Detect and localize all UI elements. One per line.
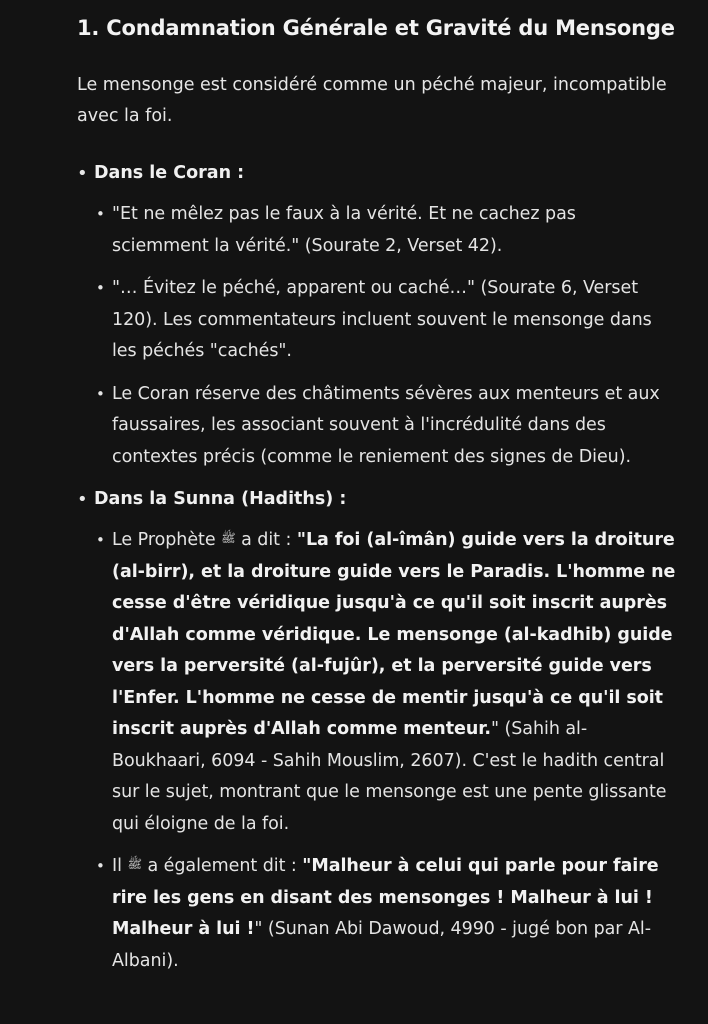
list-item [77, 525, 677, 840]
hadith-quote: "La foi (al-îmân) guide vers la droiture (al-birr), et la droiture guide vers le Paradis. L'homme ne cesse d'être véridique jusqu'à ce qu'il soit inscrit auprès d'Allah comme véridique. Le mensonge (al-kadhib) guide vers la perversité (al-fujûr), et la perversité guide vers l'Enfer. L'homme ne cesse de mentir jusqu'à ce qu'il soit inscrit auprès d'Allah comme menteur. [112, 530, 676, 739]
bullet-icon: • [96, 205, 105, 223]
hadith-intro: Il [112, 856, 122, 876]
bullet-icon: • [77, 163, 88, 184]
verse-text: "… Évitez le péché, apparent ou caché…" (Sourate 6, Verset 120). Les commentateurs incluent souvent le mensonge dans les péchés "cachés". [112, 278, 652, 361]
list-item [77, 851, 677, 977]
hadith-quote: "Malheur à celui qui parle pour faire rire les gens en disant des mensonges ! Malheur à lui ! Malheur à lui ! [112, 856, 659, 939]
hadith-verb: a dit : [241, 530, 292, 550]
bullet-icon: • [77, 489, 88, 510]
bullet-icon: • [96, 384, 105, 403]
section-coran [77, 158, 708, 473]
bullet-icon: • [96, 857, 105, 875]
salawat-icon: ﷺ [221, 531, 236, 545]
intro-paragraph: Le mensonge est considéré comme un péché majeur, incompatible avec la foi. [77, 75, 667, 126]
bullet-icon: • [96, 279, 105, 297]
verse-text: "Et ne mêlez pas le faux à la vérité. Et ne cachez pas sciemment la vérité." (Sourate 2, Verset 42). [112, 204, 576, 256]
sunna-list [77, 525, 708, 977]
hadith-verb: a également dit : [147, 856, 297, 876]
hadith-intro: Le Prophète [112, 530, 216, 550]
coran-list [77, 199, 708, 473]
salawat-icon: ﷺ [127, 857, 142, 871]
list-item [77, 273, 677, 368]
list-item [77, 379, 677, 474]
hadith-reference: " (Sahih al-Boukhaari, 6094 - Sahih Mouslim, 2607). C'est le hadith central sur le sujet, montrant que le mensonge est une pente glissante qui éloigne de la foi. [112, 719, 667, 834]
section-sunna [77, 484, 708, 977]
hadith-reference: " (Sunan Abi Dawoud, 4990 - jugé bon par Al-Albani). [112, 919, 651, 971]
bullet-icon: • [96, 531, 105, 549]
section-label-sunna: Dans la Sunna (Hadiths) : [94, 489, 347, 509]
section-label-coran: Dans le Coran : [94, 163, 245, 183]
list-item [77, 199, 677, 262]
section-heading: 1. Condamnation Générale et Gravité du Mensonge [77, 16, 675, 40]
verse-text: Le Coran réserve des châtiments sévères aux menteurs et aux faussaires, les associant souvent à l'incrédulité dans des contextes précis (comme le reniement des signes de Dieu). [112, 383, 660, 467]
